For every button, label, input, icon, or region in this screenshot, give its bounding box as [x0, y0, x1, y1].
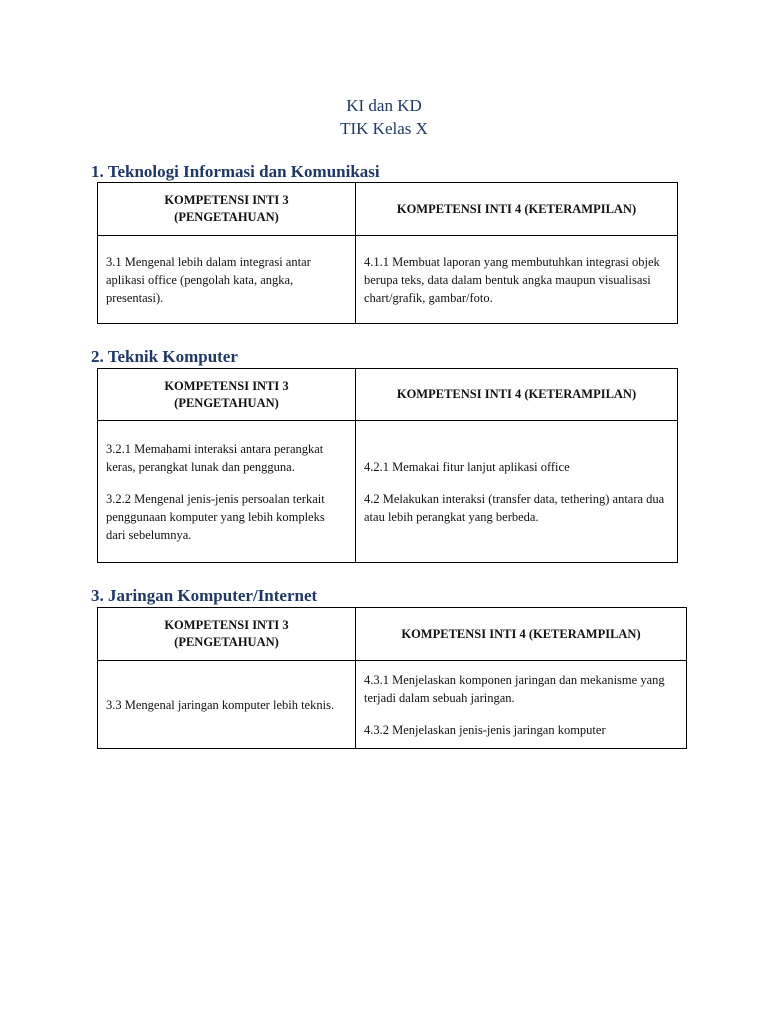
header-ki3-line1: KOMPETENSI INTI 3 [164, 618, 289, 632]
header-ki3 [98, 369, 356, 421]
ki4-item: 4.3.1 Menjelaskan komponen jaringan dan mekanisme yang terjadi dalam sebuah jaringan. [364, 672, 665, 705]
header-ki4: KOMPETENSI INTI 4 (KETERAMPILAN) [356, 608, 687, 661]
ki3-item: 3.3 Mengenal jaringan komputer lebih teknis. [106, 697, 335, 712]
ki3-item: 3.1 Mengenal lebih dalam integrasi antar aplikasi office (pengolah kata, angka, presentasi). [106, 254, 311, 305]
header-ki3-line2: (PENGETAHUAN) [174, 635, 279, 649]
ki4-item: 4.2.1 Memakai fitur lanjut aplikasi office [364, 459, 570, 474]
header-ki4: KOMPETENSI INTI 4 (KETERAMPILAN) [356, 369, 678, 421]
section-heading-3: 3. Jaringan Komputer/Internet [91, 586, 318, 605]
ki3-cell [98, 236, 356, 324]
ki4-cell [356, 421, 678, 563]
table-row [98, 236, 678, 324]
competency-table-2 [97, 368, 678, 563]
table-row [98, 661, 687, 749]
ki4-item: 4.2 Melakukan interaksi (transfer data, tethering) antara dua atau lebih perangkat yang berbeda. [364, 491, 665, 524]
section-heading-1: 1. Teknologi Informasi dan Komunikasi [91, 162, 380, 181]
section-heading-2: 2. Teknik Komputer [91, 347, 238, 366]
table-row [98, 421, 678, 563]
header-ki3 [98, 183, 356, 236]
header-ki3-line2: (PENGETAHUAN) [174, 395, 279, 410]
ki4-cell [356, 236, 678, 324]
header-ki3-line2: (PENGETAHUAN) [174, 210, 279, 224]
ki4-item: 4.1.1 Membuat laporan yang membutuhkan integrasi objek berupa teks, data dalam bentuk angka maupun visualisasi chart/grafik, gambar/foto. [364, 254, 660, 305]
ki3-cell [98, 661, 356, 749]
ki4-cell [356, 661, 687, 749]
ki3-item: 3.2.2 Mengenal jenis-jenis persoalan terkait penggunaan komputer yang lebih kompleks dari sebelumnya. [106, 491, 325, 542]
competency-table-1 [97, 182, 678, 324]
header-ki3-line1: KOMPETENSI INTI 3 [164, 193, 289, 207]
title-line-2: TIK Kelas X [340, 119, 428, 138]
table-header-row [98, 183, 678, 236]
ki3-cell [98, 421, 356, 563]
ki4-item: 4.3.2 Menjelaskan jenis-jenis jaringan komputer [364, 722, 606, 737]
ki3-item: 3.2.1 Memahami interaksi antara perangkat keras, perangkat lunak dan pengguna. [106, 441, 324, 474]
table-header-row [98, 369, 678, 421]
title-line-1: KI dan KD [346, 96, 422, 115]
header-ki4: KOMPETENSI INTI 4 (KETERAMPILAN) [356, 183, 678, 236]
header-ki3-line1: KOMPETENSI INTI 3 [164, 378, 289, 393]
header-ki3 [98, 608, 356, 661]
table-header-row [98, 608, 687, 661]
competency-table-3 [97, 607, 687, 749]
